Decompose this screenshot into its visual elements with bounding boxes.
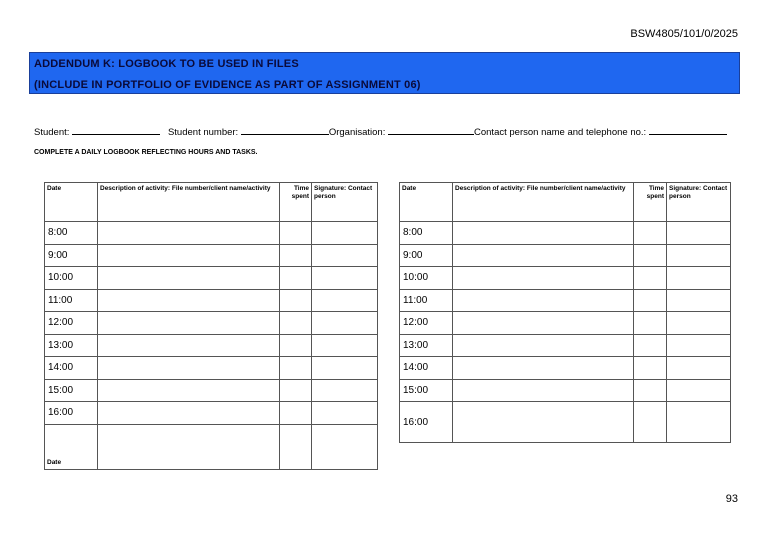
banner-subtitle: (INCLUDE IN PORTFOLIO OF EVIDENCE AS PART OF ASSIGNMENT 06) [34,79,421,91]
time-spent-cell[interactable] [280,267,312,290]
time-cell: 8:00 [400,222,453,245]
time-spent-cell[interactable] [280,334,312,357]
time-spent-cell[interactable] [280,244,312,267]
signature-cell[interactable] [312,267,378,290]
time-spent-cell[interactable] [634,222,667,245]
header-date: Date [400,183,453,222]
time-spent-cell[interactable] [280,402,312,425]
description-cell[interactable] [98,379,280,402]
table-row [45,424,378,469]
description-cell[interactable] [98,357,280,380]
table-row [400,402,731,443]
time-cell: 8:00 [45,222,98,245]
student-label: Student: [34,127,70,138]
signature-cell[interactable] [667,334,731,357]
addendum-banner [29,52,740,94]
signature-cell[interactable] [667,357,731,380]
header-description: Description of activity: File number/client name/activity [98,183,280,222]
time-cell: 13:00 [45,334,98,357]
time-spent-cell[interactable] [280,289,312,312]
time-cell: 14:00 [400,357,453,380]
student-fields [34,126,727,138]
header-signature: Signature: Contact person [312,183,378,222]
description-cell[interactable] [453,334,634,357]
description-cell[interactable] [453,357,634,380]
time-spent-cell[interactable] [634,402,667,443]
description-cell[interactable] [98,222,280,245]
time-cell: 10:00 [45,267,98,290]
table-row [400,379,731,402]
signature-cell[interactable] [312,244,378,267]
table-row [45,222,378,245]
table-row [400,312,731,335]
table-row [45,334,378,357]
time-cell: 9:00 [45,244,98,267]
time-spent-cell[interactable] [634,267,667,290]
time-cell: 16:00 [400,402,453,443]
time-cell: 9:00 [400,244,453,267]
time-spent-cell[interactable] [280,424,312,469]
header-time-spent: Time spent [280,183,312,222]
time-cell: 14:00 [45,357,98,380]
document-code: BSW4805/101/0/2025 [630,28,738,40]
header-description: Description of activity: File number/client name/activity [453,183,634,222]
signature-cell[interactable] [667,379,731,402]
contact-blank[interactable] [649,126,727,135]
time-spent-cell[interactable] [634,357,667,380]
table-row [45,379,378,402]
description-cell[interactable] [453,222,634,245]
description-cell[interactable] [98,244,280,267]
header-time-spent: Time spent [634,183,667,222]
description-cell[interactable] [453,402,634,443]
signature-cell[interactable] [312,357,378,380]
time-cell: 15:00 [400,379,453,402]
signature-cell[interactable] [312,334,378,357]
description-cell[interactable] [453,312,634,335]
signature-cell[interactable] [312,424,378,469]
table-row [400,289,731,312]
instruction-text: COMPLETE A DAILY LOGBOOK REFLECTING HOURS AND TASKS. [34,149,258,156]
description-cell[interactable] [98,402,280,425]
table-header-row [45,183,378,222]
date-label-cell: Date [45,424,98,469]
page-number: 93 [725,493,738,505]
time-spent-cell[interactable] [280,222,312,245]
description-cell[interactable] [98,267,280,290]
description-cell[interactable] [98,334,280,357]
table-row [45,402,378,425]
time-cell: 12:00 [400,312,453,335]
time-spent-cell[interactable] [280,357,312,380]
table-row [45,312,378,335]
logbook-table-left [44,182,378,470]
description-cell[interactable] [453,267,634,290]
time-spent-cell[interactable] [634,334,667,357]
signature-cell[interactable] [312,289,378,312]
description-cell[interactable] [98,312,280,335]
time-cell: 13:00 [400,334,453,357]
organisation-blank[interactable] [388,126,474,135]
header-date: Date [45,183,98,222]
time-cell: 11:00 [400,289,453,312]
table-row [45,244,378,267]
signature-cell[interactable] [667,267,731,290]
logbook-table-right [399,182,731,443]
table-row [400,244,731,267]
table-row [400,357,731,380]
time-cell: 15:00 [45,379,98,402]
organisation-label: Organisation: [328,127,386,138]
student-number-label: Student number: [167,127,239,138]
header-signature: Signature: Contact person [667,183,731,222]
time-cell: 10:00 [400,267,453,290]
description-cell[interactable] [98,424,280,469]
time-cell: 12:00 [45,312,98,335]
signature-cell[interactable] [667,222,731,245]
time-spent-cell[interactable] [634,379,667,402]
description-cell[interactable] [98,289,280,312]
table-header-row [400,183,731,222]
signature-cell[interactable] [667,244,731,267]
student-number-blank[interactable] [241,126,329,135]
table-row [400,222,731,245]
table-row [45,357,378,380]
student-blank[interactable] [72,126,160,135]
description-cell[interactable] [453,244,634,267]
time-spent-cell[interactable] [634,289,667,312]
description-cell[interactable] [453,289,634,312]
signature-cell[interactable] [667,402,731,443]
table-row [400,267,731,290]
time-spent-cell[interactable] [634,312,667,335]
time-spent-cell[interactable] [280,312,312,335]
table-row [400,334,731,357]
time-cell: 16:00 [45,402,98,425]
signature-cell[interactable] [312,402,378,425]
time-spent-cell[interactable] [280,379,312,402]
description-cell[interactable] [453,379,634,402]
signature-cell[interactable] [312,312,378,335]
signature-cell[interactable] [312,222,378,245]
signature-cell[interactable] [312,379,378,402]
table-row [45,267,378,290]
signature-cell[interactable] [667,289,731,312]
time-spent-cell[interactable] [634,244,667,267]
time-cell: 11:00 [45,289,98,312]
contact-label: Contact person name and telephone no.: [474,127,647,138]
banner-title: ADDENDUM K: LOGBOOK TO BE USED IN FILES [34,58,299,70]
signature-cell[interactable] [667,312,731,335]
table-row [45,289,378,312]
